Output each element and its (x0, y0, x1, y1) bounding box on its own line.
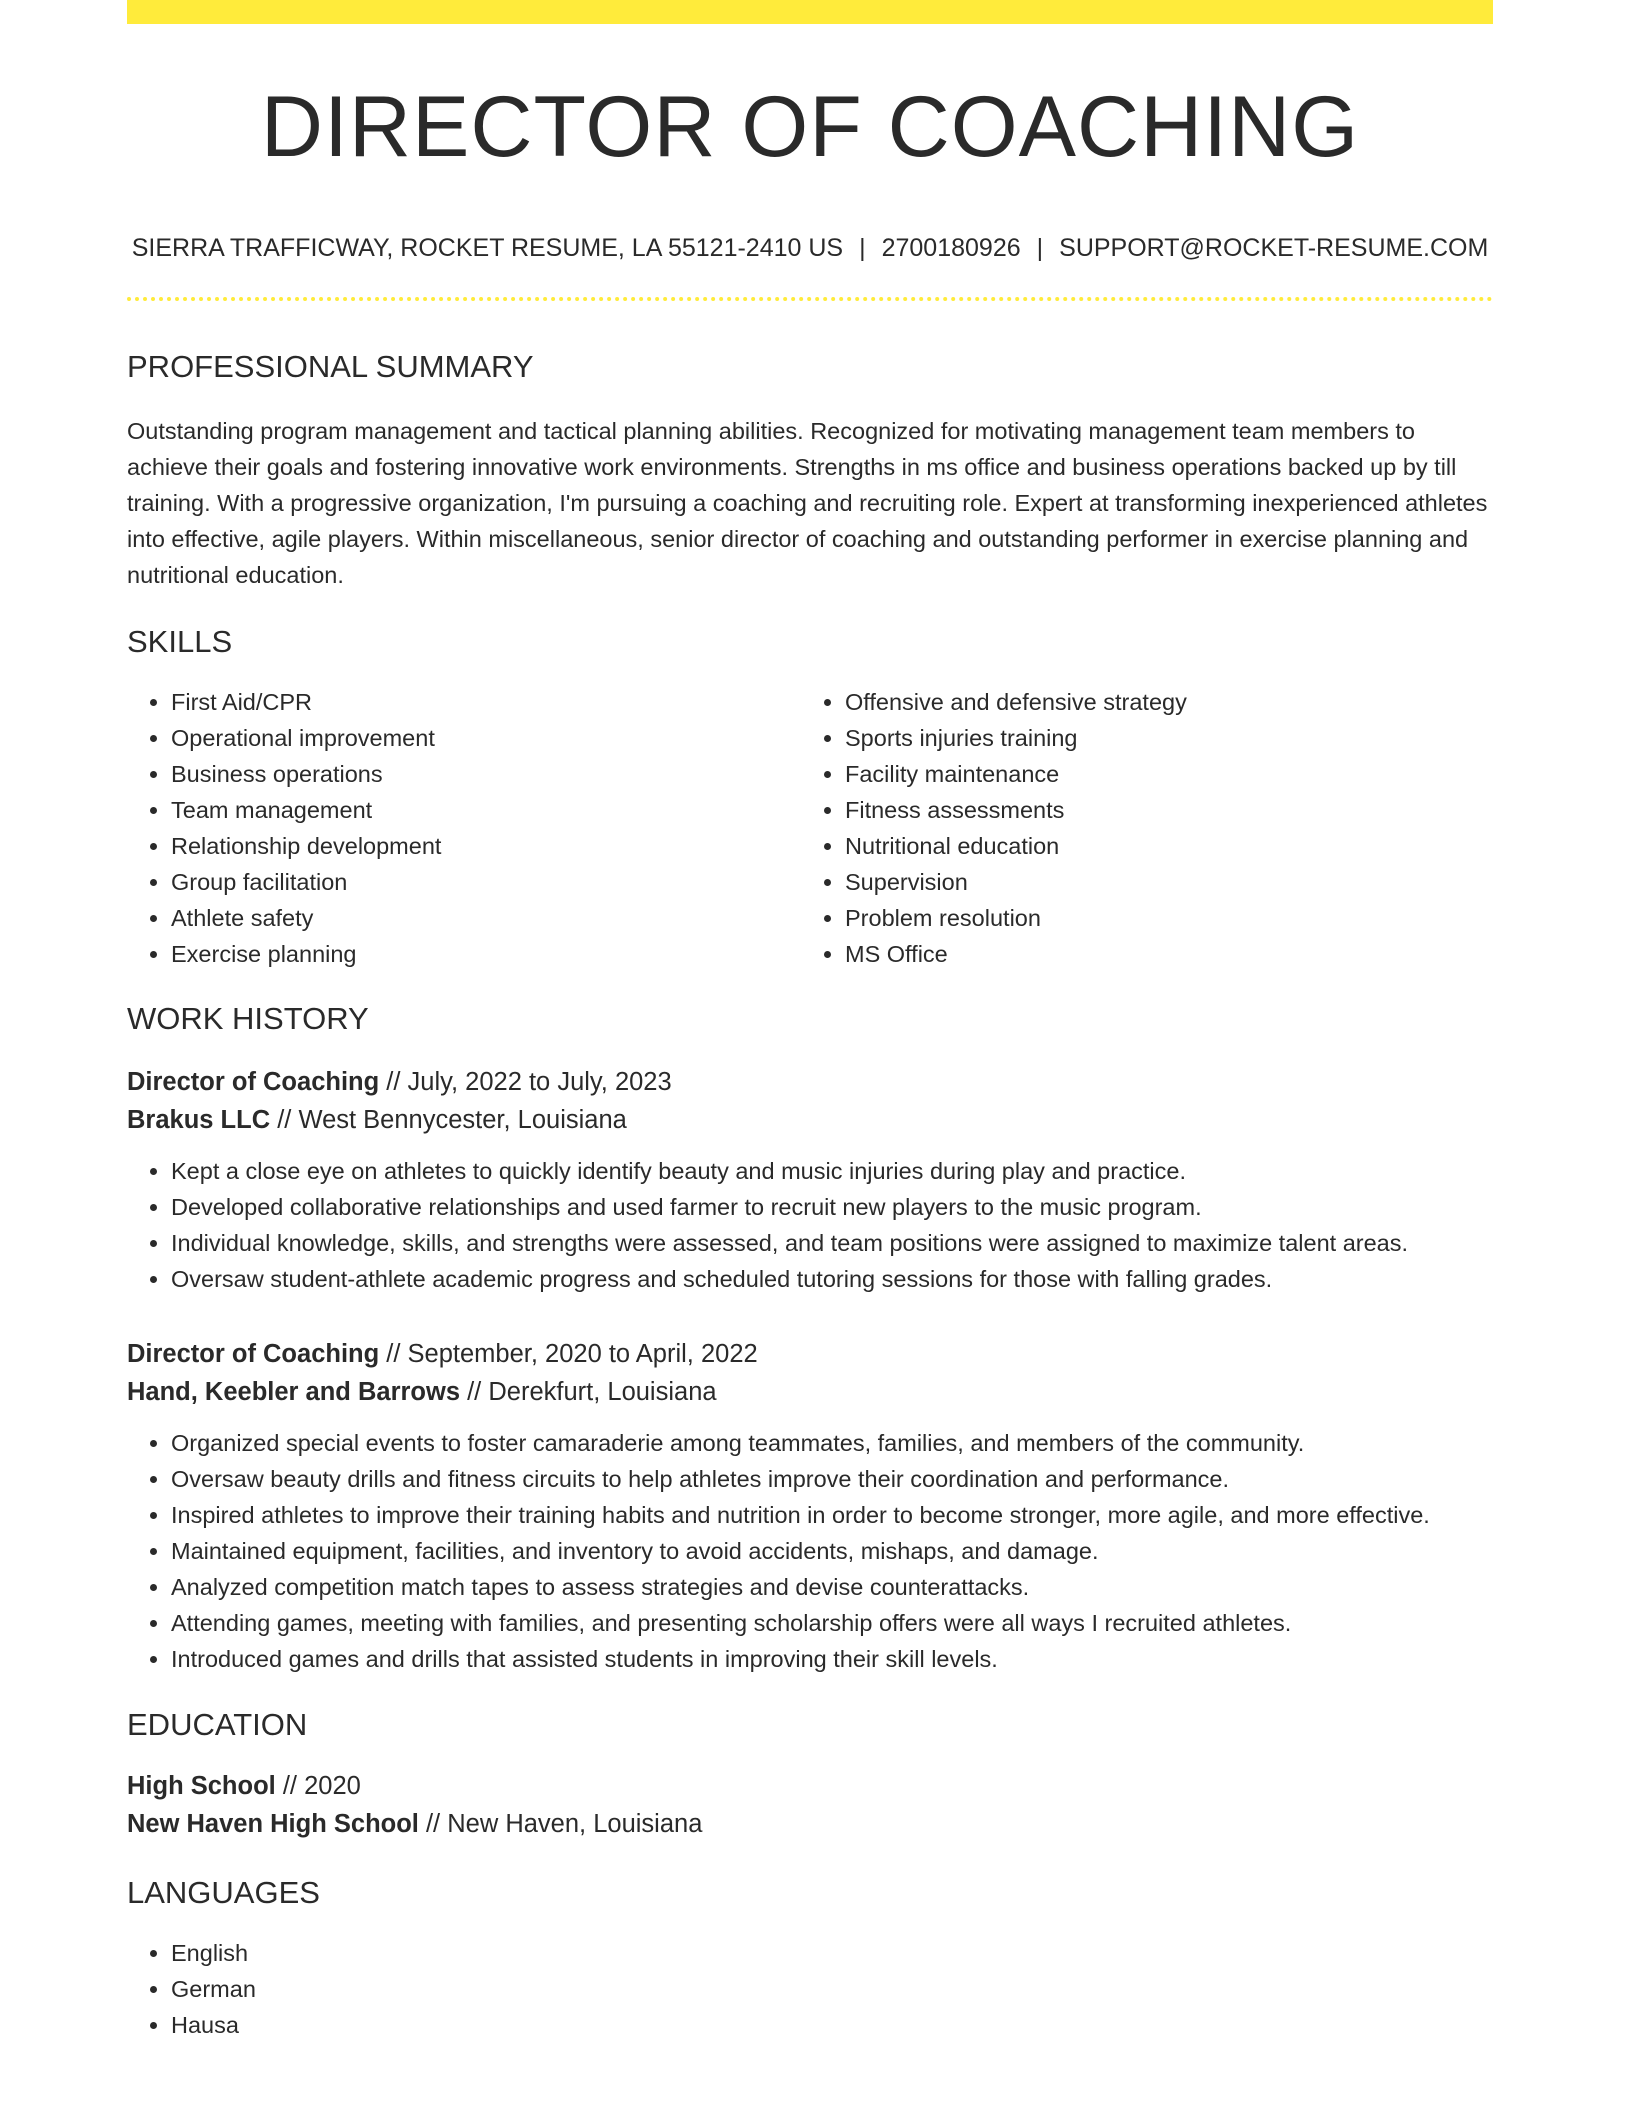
job-bullet: • Individual knowledge, skills, and strengths were assessed, and team positions were assigned to maximize talent areas. (171, 1225, 1493, 1261)
section-title-work-history: WORK HISTORY (127, 1001, 369, 1036)
job-entry (127, 1335, 1493, 1677)
skill-item: • First Aid/CPR (171, 684, 801, 720)
job-role: Director of Coaching (127, 1068, 380, 1096)
job-entry (127, 1063, 1493, 1297)
education-year: // 2020 (275, 1772, 361, 1800)
job-role: Director of Coaching (127, 1340, 380, 1368)
resume-page (127, 0, 1493, 2043)
summary-text: Outstanding program management and tactical planning abilities. Recognized for motivating management team members to achieve their goals and fostering innovative work environments. Strengths in ms office and business operations backed up by till training. With a progressive organization, I'm pursuing a coaching and recruiting role. Expert at transforming inexperienced athletes into effective, agile players. Within miscellaneous, senior director of coaching and outstanding performer in exercise planning and nutritional education. (127, 418, 1488, 588)
skill-item: • Team management (171, 792, 801, 828)
skill-item: • Athlete safety (171, 900, 801, 936)
skill-item: • Supervision (845, 864, 1475, 900)
skill-item: • Exercise planning (171, 936, 801, 972)
education-degree: High School (127, 1772, 276, 1800)
language-item: • Hausa (171, 2007, 1493, 2043)
job-bullet: • Introduced games and drills that assisted students in improving their skill levels. (171, 1641, 1493, 1677)
skills-column-right (801, 684, 1475, 972)
contact-line (127, 234, 1493, 263)
header-divider (127, 297, 1493, 301)
job-bullets (127, 1425, 1493, 1677)
resume-title: DIRECTOR OF COACHING (260, 79, 1360, 175)
job-bullet: • Analyzed competition match tapes to assess strategies and devise counterattacks. (171, 1569, 1493, 1605)
skill-item: • Sports injuries training (845, 720, 1475, 756)
skill-item: • Offensive and defensive strategy (845, 684, 1475, 720)
skill-item: • Nutritional education (845, 828, 1475, 864)
contact-phone: 2700180926 (881, 234, 1021, 262)
skill-item: • Operational improvement (171, 720, 801, 756)
job-dates: // September, 2020 to April, 2022 (379, 1340, 758, 1368)
languages-list (127, 1935, 1493, 2043)
education-school-line (127, 1805, 1493, 1843)
contact-email[interactable]: SUPPORT@ROCKET-RESUME.COM (1059, 234, 1489, 262)
job-bullet: • Kept a close eye on athletes to quickly identify beauty and music injuries during play and practice. (171, 1153, 1493, 1189)
skill-item: • MS Office (845, 936, 1475, 972)
job-company-line (127, 1373, 1493, 1411)
job-role-line (127, 1335, 1493, 1373)
education-location: // New Haven, Louisiana (418, 1810, 703, 1838)
job-bullet: • Attending games, meeting with families, and presenting scholarship offers were all ways I recruited athletes. (171, 1605, 1493, 1641)
skill-item: • Facility maintenance (845, 756, 1475, 792)
job-bullet: • Oversaw beauty drills and fitness circuits to help athletes improve their coordination and performance. (171, 1461, 1493, 1497)
section-title-education: EDUCATION (127, 1707, 308, 1742)
job-bullets (127, 1153, 1493, 1297)
contact-separator: | (1036, 234, 1044, 262)
skills-column-left (127, 684, 801, 972)
contact-separator: | (859, 234, 866, 262)
skill-item: • Problem resolution (845, 900, 1475, 936)
job-bullet: • Inspired athletes to improve their training habits and nutrition in order to become stronger, more agile, and more effective. (171, 1497, 1493, 1533)
section-title-languages: LANGUAGES (127, 1875, 320, 1910)
skills-list (127, 684, 1493, 972)
job-bullet: • Maintained equipment, facilities, and inventory to avoid accidents, mishaps, and damage. (171, 1533, 1493, 1569)
accent-bar (127, 0, 1493, 24)
language-item: • German (171, 1971, 1493, 2007)
job-location: // West Bennycester, Louisiana (270, 1106, 627, 1134)
skill-item: • Group facilitation (171, 864, 801, 900)
skill-item: • Relationship development (171, 828, 801, 864)
job-bullet: • Developed collaborative relationships and used farmer to recruit new players to the music program. (171, 1189, 1493, 1225)
job-bullet: • Oversaw student-athlete academic progress and scheduled tutoring sessions for those with falling grades. (171, 1261, 1493, 1297)
job-dates: // July, 2022 to July, 2023 (379, 1068, 672, 1096)
education-entry (127, 1767, 1493, 1843)
job-company: Brakus LLC (127, 1106, 271, 1134)
job-company: Hand, Keebler and Barrows (127, 1378, 461, 1406)
section-title-summary: PROFESSIONAL SUMMARY (127, 349, 534, 384)
job-bullet: • Organized special events to foster camaraderie among teammates, families, and members of the community. (171, 1425, 1493, 1461)
language-item: • English (171, 1935, 1493, 1971)
section-title-skills: SKILLS (127, 624, 233, 659)
job-company-line (127, 1101, 1493, 1139)
education-school: New Haven High School (127, 1810, 419, 1838)
skill-item: • Business operations (171, 756, 801, 792)
job-location: // Derekfurt, Louisiana (460, 1378, 717, 1406)
job-role-line (127, 1063, 1493, 1101)
contact-address: SIERRA TRAFFICWAY, ROCKET RESUME, LA 55121-2410 US (131, 234, 844, 262)
education-degree-line (127, 1767, 1493, 1805)
skill-item: • Fitness assessments (845, 792, 1475, 828)
